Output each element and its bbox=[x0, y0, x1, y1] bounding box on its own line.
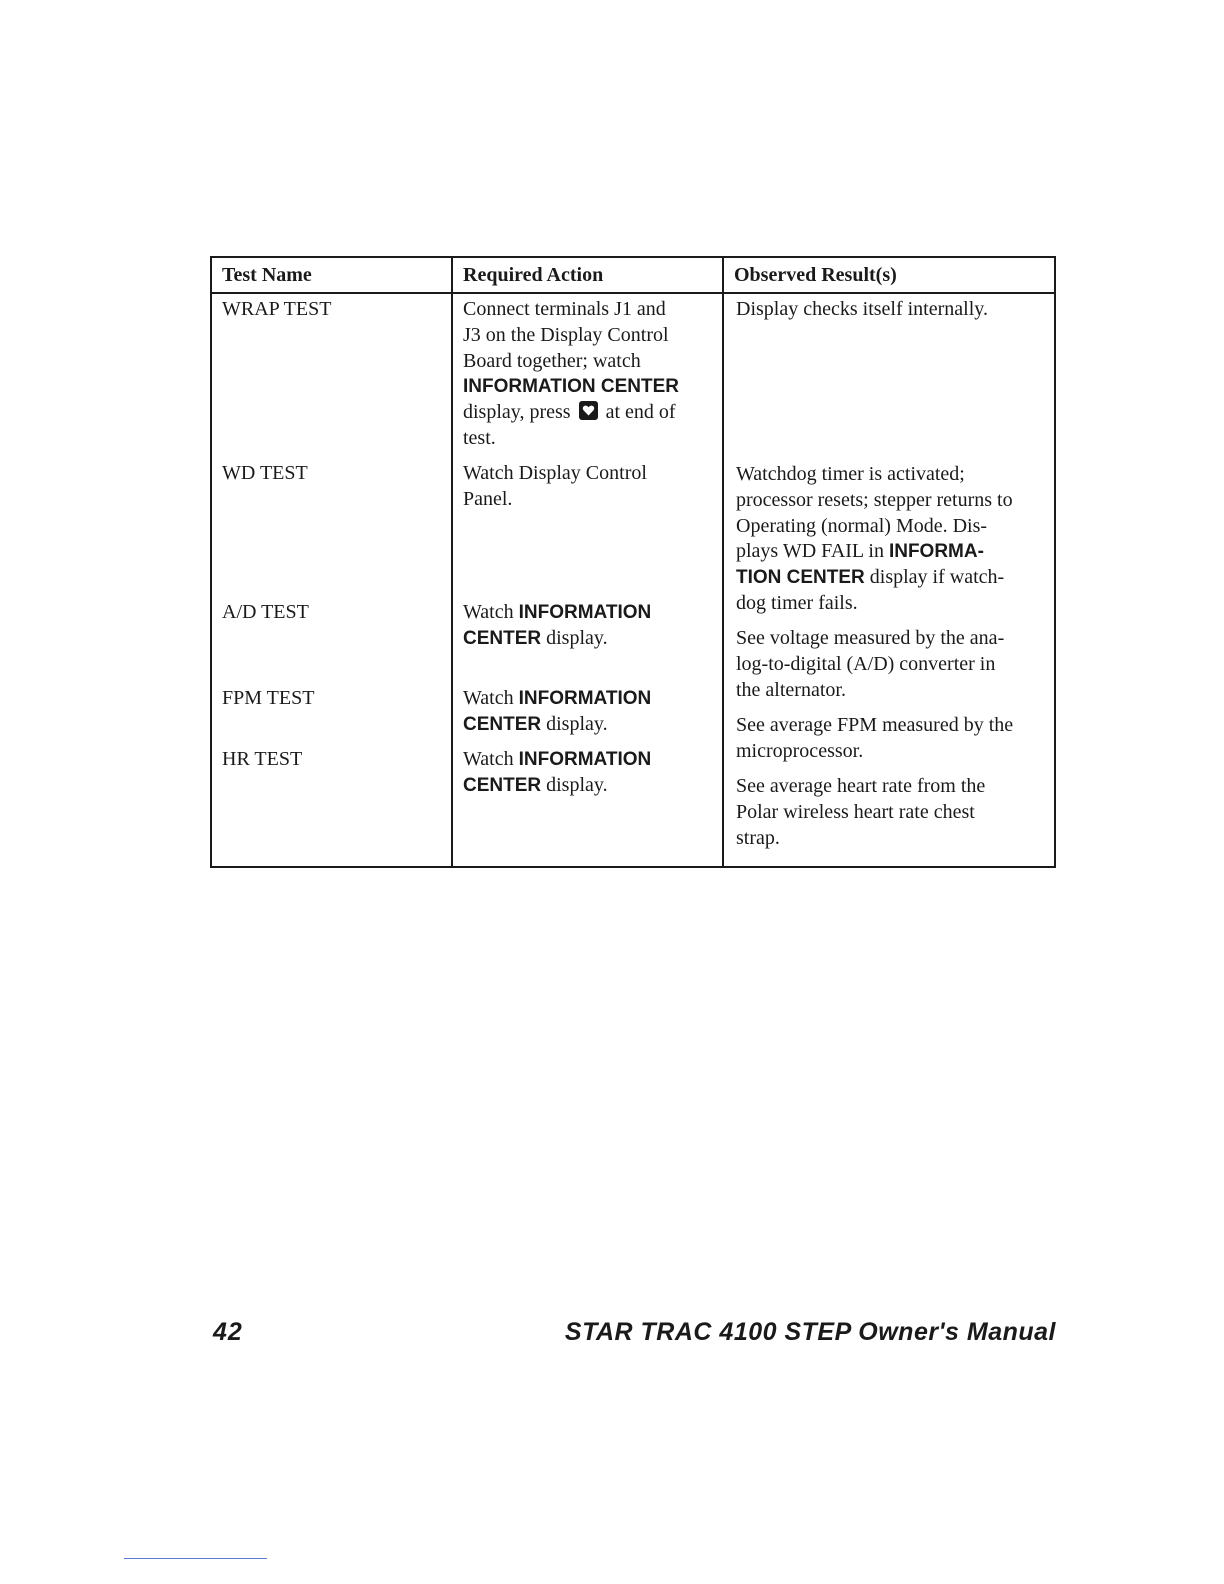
result-line bbox=[736, 565, 1013, 591]
test-name-wd: WD TEST bbox=[222, 462, 308, 484]
action-text: display. bbox=[541, 626, 608, 649]
action-bold-label: INFORMATION bbox=[518, 688, 652, 709]
result-bold-label: TION CENTER bbox=[736, 567, 865, 589]
action-line bbox=[463, 626, 651, 652]
heart-button-icon bbox=[579, 401, 598, 420]
action-line bbox=[463, 686, 651, 712]
result-hr bbox=[736, 774, 985, 851]
header-required-action: Required Action bbox=[463, 264, 604, 286]
action-bold-label: CENTER bbox=[463, 713, 542, 735]
test-name-fpm: FPM TEST bbox=[222, 687, 315, 709]
result-line: Watchdog timer is activated; bbox=[736, 463, 965, 485]
action-text: Watch bbox=[463, 687, 519, 709]
result-line: See average FPM measured by the bbox=[736, 714, 1014, 736]
header-divider bbox=[212, 292, 1054, 294]
result-line: Polar wireless heart rate chest bbox=[736, 800, 975, 823]
action-bold-label: INFORMATION CENTER bbox=[463, 376, 680, 398]
action-wrap bbox=[463, 297, 679, 452]
result-line: log-to-digital (A/D) converter in bbox=[736, 652, 996, 675]
action-line: Connect terminals J1 and bbox=[463, 298, 666, 320]
action-line bbox=[463, 747, 651, 773]
action-bold-label: CENTER bbox=[463, 627, 542, 649]
result-text: display if watch- bbox=[864, 566, 1005, 589]
result-line: See voltage measured by the ana- bbox=[736, 627, 1005, 649]
result-line: Operating (normal) Mode. Dis- bbox=[736, 514, 988, 537]
action-text: Watch bbox=[463, 748, 519, 770]
result-wd bbox=[736, 462, 1013, 617]
action-line bbox=[463, 600, 651, 626]
action-line bbox=[463, 773, 651, 799]
result-line bbox=[736, 539, 1013, 565]
result-line: dog timer fails. bbox=[736, 591, 858, 614]
page-number: 42 bbox=[213, 1318, 243, 1346]
action-line: Watch Display Control bbox=[463, 462, 647, 484]
result-line: strap. bbox=[736, 826, 780, 849]
bottom-rule bbox=[124, 1558, 267, 1559]
result-line: Display checks itself internally. bbox=[736, 298, 988, 320]
result-text: plays WD FAIL in bbox=[736, 540, 889, 563]
action-line: Panel. bbox=[463, 487, 513, 510]
action-line: Board together; watch bbox=[463, 349, 641, 372]
test-name-hr: HR TEST bbox=[222, 748, 303, 770]
result-line: microprocessor. bbox=[736, 739, 864, 762]
action-line bbox=[463, 712, 651, 738]
action-text: display, press bbox=[463, 401, 571, 424]
action-bold-label: INFORMATION bbox=[518, 749, 652, 770]
result-wrap bbox=[736, 297, 988, 323]
manual-title: STAR TRAC 4100 STEP Owner's Manual bbox=[564, 1318, 1056, 1346]
action-text: display. bbox=[541, 712, 608, 735]
action-fpm bbox=[463, 686, 651, 738]
action-ad bbox=[463, 600, 651, 652]
action-hr bbox=[463, 747, 651, 799]
result-fpm bbox=[736, 713, 1013, 765]
action-wd bbox=[463, 461, 647, 513]
action-text: at end of bbox=[605, 401, 676, 424]
action-text: display. bbox=[541, 773, 608, 796]
action-text: Watch bbox=[463, 601, 519, 623]
action-line: J3 on the Display Control bbox=[463, 323, 669, 346]
result-line: processor resets; stepper returns to bbox=[736, 488, 1013, 511]
result-ad bbox=[736, 626, 1004, 703]
test-name-wrap: WRAP TEST bbox=[222, 298, 332, 320]
test-table bbox=[210, 256, 1056, 868]
action-line: test. bbox=[463, 426, 496, 449]
column-divider bbox=[451, 258, 453, 866]
result-line: the alternator. bbox=[736, 678, 846, 701]
header-observed-results: Observed Result(s) bbox=[734, 264, 897, 286]
action-bold-label: INFORMATION bbox=[518, 602, 652, 623]
column-divider bbox=[722, 258, 724, 866]
test-name-ad: A/D TEST bbox=[222, 601, 309, 623]
header-test-name: Test Name bbox=[222, 264, 312, 286]
result-line: See average heart rate from the bbox=[736, 775, 986, 797]
result-bold-label: INFORMA- bbox=[888, 541, 984, 563]
action-line bbox=[463, 400, 679, 426]
action-bold-label: CENTER bbox=[463, 774, 542, 796]
